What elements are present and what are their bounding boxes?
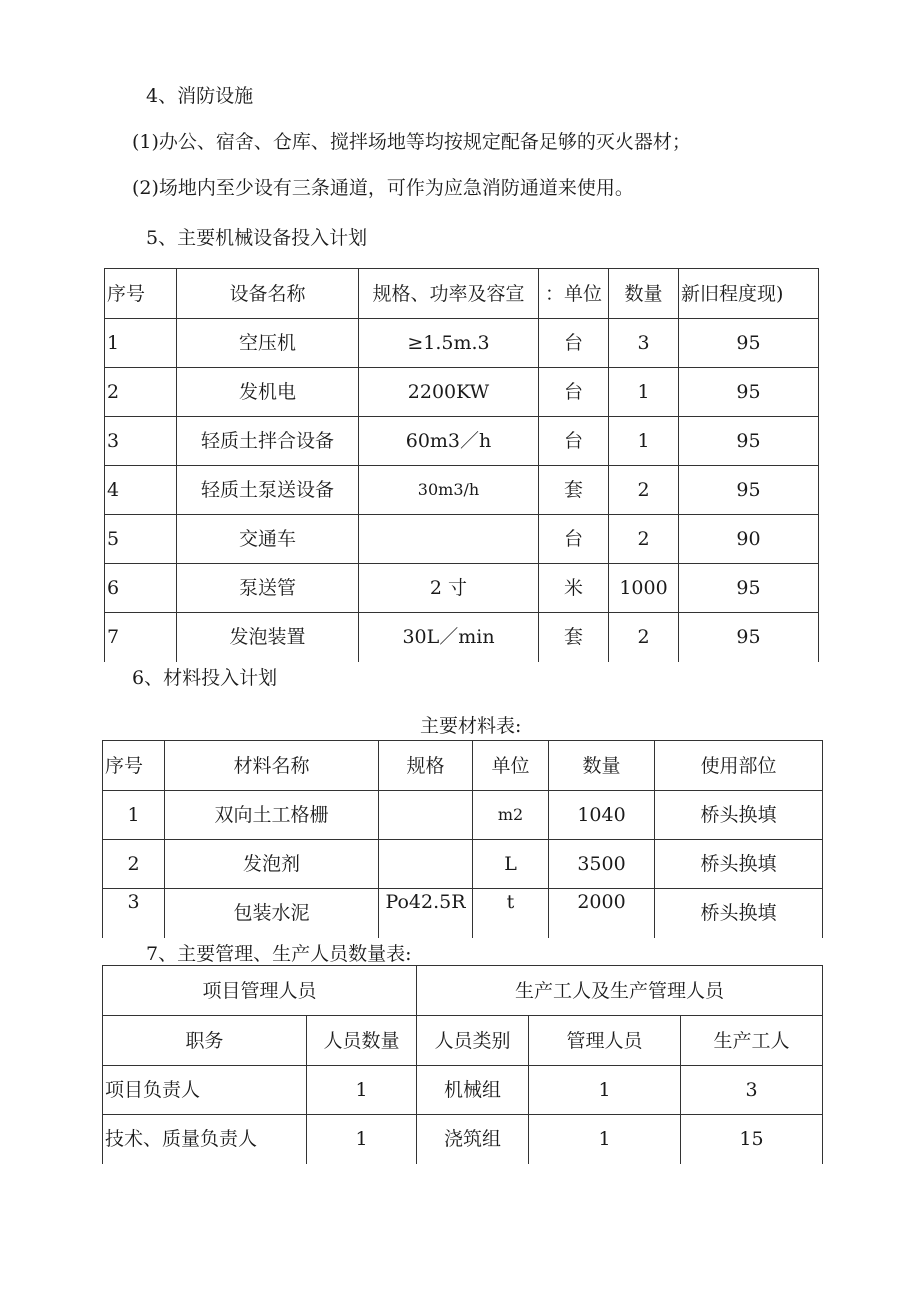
header-cell: 规格	[379, 741, 473, 791]
table-cell: 2	[105, 368, 177, 417]
header-cell: 设备名称	[177, 269, 359, 319]
table-row	[103, 889, 823, 938]
table-cell: 1040	[549, 791, 655, 840]
table-row	[103, 791, 823, 840]
table-cell: 2	[103, 840, 165, 889]
table-cell: 泵送管	[177, 564, 359, 613]
table-cell: 2	[609, 515, 679, 564]
table-cell: 1	[529, 1115, 681, 1164]
table-cell: 2	[609, 466, 679, 515]
table-row	[105, 564, 819, 613]
table-cell: 2	[609, 613, 679, 662]
table-cell: 30m3/h	[359, 466, 539, 515]
header-cell: 序号	[105, 269, 177, 319]
header-cell: 数量	[609, 269, 679, 319]
table-header-row	[103, 741, 823, 791]
table-cell: 15	[681, 1115, 823, 1164]
table-cell: 轻质土拌合设备	[177, 417, 359, 466]
table-cell: 2000	[549, 889, 655, 938]
table-cell: 1	[609, 368, 679, 417]
table-cell: 3	[681, 1066, 823, 1115]
table-cell	[379, 840, 473, 889]
table-cell: 项目负责人	[103, 1066, 307, 1115]
table-row	[105, 417, 819, 466]
equipment-table	[104, 268, 819, 662]
table-cell: 95	[679, 368, 819, 417]
table-cell: 6	[105, 564, 177, 613]
table-cell: 机械组	[417, 1066, 529, 1115]
table-cell: 1	[529, 1066, 681, 1115]
table-cell: 95	[679, 613, 819, 662]
section-7-heading: 7、主要管理、生产人员数量表:	[146, 943, 412, 965]
table-cell: 浇筑组	[417, 1115, 529, 1164]
table-cell: 台	[539, 417, 609, 466]
table-cell: 95	[679, 417, 819, 466]
table-row	[103, 840, 823, 889]
table-cell: 30L／min	[359, 613, 539, 662]
header-cell: 人员数量	[307, 1016, 417, 1066]
table-cell: 1	[307, 1115, 417, 1164]
header-cell: 数量	[549, 741, 655, 791]
table-cell: 4	[105, 466, 177, 515]
header-cell: 管理人员	[529, 1016, 681, 1066]
table-header-row	[103, 1016, 823, 1066]
table-cell: ≥1.5m.3	[359, 319, 539, 368]
table-cell: 95	[679, 564, 819, 613]
table-row	[103, 1066, 823, 1115]
header-cell: 规格、功率及容宣	[359, 269, 539, 319]
table-cell: 空压机	[177, 319, 359, 368]
header-cell: 使用部位	[655, 741, 823, 791]
table-cell: 套	[539, 613, 609, 662]
table-cell: m2	[473, 791, 549, 840]
table-row	[105, 515, 819, 564]
table-cell: 台	[539, 319, 609, 368]
group-header-cell: 生产工人及生产管理人员	[417, 966, 823, 1016]
table-cell: 2 寸	[359, 564, 539, 613]
table-cell: 1	[307, 1066, 417, 1115]
table-cell: 5	[105, 515, 177, 564]
table-cell: 7	[105, 613, 177, 662]
section-4-item-1: (1)办公、宿舍、仓库、搅拌场地等均按规定配备足够的灭火器材；	[132, 131, 691, 153]
header-cell: 生产工人	[681, 1016, 823, 1066]
table-cell: 90	[679, 515, 819, 564]
table-cell: 米	[539, 564, 609, 613]
table-cell: 台	[539, 515, 609, 564]
table-cell: 台	[539, 368, 609, 417]
materials-table	[102, 740, 823, 938]
table-cell: 桥头换填	[655, 840, 823, 889]
table-cell: 包装水泥	[165, 889, 379, 938]
table-cell: 3500	[549, 840, 655, 889]
section-4-item-2: (2)场地内至少设有三条通道，可作为应急消防通道来使用。	[132, 177, 634, 199]
group-header-cell: 项目管理人员	[103, 966, 417, 1016]
header-cell: 职务	[103, 1016, 307, 1066]
table-cell: 发泡剂	[165, 840, 379, 889]
table-cell: 桥头换填	[655, 889, 823, 938]
table-cell: 交通车	[177, 515, 359, 564]
table-row	[105, 368, 819, 417]
header-cell: ：单位	[539, 269, 609, 319]
table-cell: 1	[609, 417, 679, 466]
header-cell: 序号	[103, 741, 165, 791]
header-cell: 新旧程度现)	[679, 269, 819, 319]
section-4-heading: 4、消防设施	[146, 85, 254, 107]
table-cell: 1	[103, 791, 165, 840]
personnel-table	[102, 965, 823, 1164]
table-row	[105, 613, 819, 662]
section-5-heading: 5、主要机械设备投入计划	[146, 227, 368, 249]
table-cell: 技术、质量负责人	[103, 1115, 307, 1164]
header-cell: 人员类别	[417, 1016, 529, 1066]
table-cell: 1	[105, 319, 177, 368]
table-cell: 轻质土泵送设备	[177, 466, 359, 515]
header-cell: 材料名称	[165, 741, 379, 791]
table-group-header-row	[103, 966, 823, 1016]
table-header-row	[105, 269, 819, 319]
table-cell: 95	[679, 466, 819, 515]
section-6-heading: 6、材料投入计划	[132, 667, 278, 689]
materials-table-title: 主要材料表:	[420, 715, 522, 737]
table-cell: 1000	[609, 564, 679, 613]
table-cell: 套	[539, 466, 609, 515]
table-cell: t	[473, 889, 549, 938]
table-row	[105, 466, 819, 515]
table-cell: 60m3／h	[359, 417, 539, 466]
table-cell: 2200KW	[359, 368, 539, 417]
table-cell	[359, 515, 539, 564]
table-cell: 桥头换填	[655, 791, 823, 840]
table-cell: 3	[609, 319, 679, 368]
table-row	[105, 319, 819, 368]
table-cell: 发机电	[177, 368, 359, 417]
table-cell: 3	[103, 889, 165, 938]
table-cell: Po42.5R	[379, 889, 473, 938]
table-row	[103, 1115, 823, 1164]
header-cell: 单位	[473, 741, 549, 791]
table-cell: 双向土工格栅	[165, 791, 379, 840]
table-cell: 95	[679, 319, 819, 368]
table-cell: L	[473, 840, 549, 889]
table-cell	[379, 791, 473, 840]
table-cell: 3	[105, 417, 177, 466]
table-cell: 发泡装置	[177, 613, 359, 662]
